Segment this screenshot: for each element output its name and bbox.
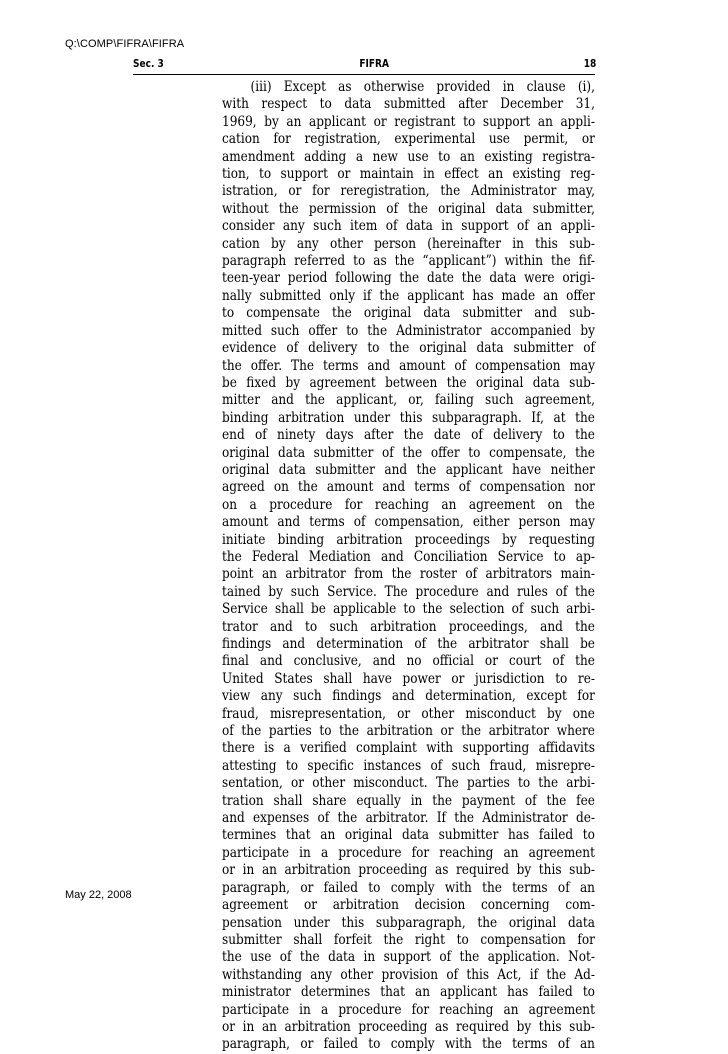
text-line: the use of the data in support of the application. Not- — [222, 949, 595, 966]
text-line: with respect to data submitted after December 31, — [222, 96, 595, 113]
text-line: Service shall be applicable to the selection of such arbi- — [222, 601, 595, 618]
text-line: the offer. The terms and amount of compensation may — [222, 357, 595, 374]
text-line: 1969, by an applicant or registrant to support an appli- — [222, 113, 595, 130]
text-line: the Federal Mediation and Conciliation Service to ap- — [222, 548, 595, 565]
footer-date: May 22, 2008 — [65, 889, 132, 901]
text-line: binding arbitration under this subparagraph. If, at the — [222, 409, 595, 426]
body-text — [222, 79, 595, 1054]
text-line: of the parties to the arbitration or the arbitrator where — [222, 723, 595, 740]
text-line: tration shall share equally in the payment of the fee — [222, 792, 595, 809]
text-line: amount and terms of compensation, either person may — [222, 514, 595, 531]
text-line: trator and to such arbitration proceedings, and the — [222, 618, 595, 635]
text-line: amendment adding a new use to an existing registra- — [222, 148, 595, 165]
section-label: Sec. 3 — [133, 57, 164, 70]
text-line: teen-year period following the date the data were origi- — [222, 270, 595, 287]
text-line: paragraph referred to as the “applicant”) within the fif- — [222, 253, 595, 270]
header-rule — [133, 74, 595, 75]
text-line: submitter shall forfeit the right to compensation for — [222, 931, 595, 948]
text-line: pensation under this subparagraph, the original data — [222, 914, 595, 931]
text-line: be fixed by agreement between the original data sub- — [222, 374, 595, 391]
text-line: mitted such offer to the Administrator accompanied by — [222, 322, 595, 339]
text-line: sentation, or other misconduct. The parties to the arbi- — [222, 775, 595, 792]
text-line: or in an arbitration proceeding as required by this sub- — [222, 862, 595, 879]
text-line: ministrator determines that an applicant has failed to — [222, 984, 595, 1001]
text-line: consider any such item of data in support of an appli- — [222, 218, 595, 235]
text-line: to compensate the original data submitter and sub- — [222, 305, 595, 322]
text-line: United States shall have power or jurisdiction to re- — [222, 670, 595, 687]
text-line: without the permission of the original data submitter, — [222, 200, 595, 217]
text-line: findings and determination of the arbitrator shall be — [222, 636, 595, 652]
text-line: there is a verified complaint with supporting affidavits — [222, 740, 595, 757]
text-line: cation for registration, experimental use permit, or — [222, 131, 595, 148]
text-line: on a procedure for reaching an agreement on the — [222, 496, 595, 513]
text-line: original data submitter of the offer to compensate, the — [222, 444, 595, 461]
text-line: participate in a procedure for reaching an agreement — [222, 844, 595, 861]
file-path: Q:\COMP\FIFRA\FIFRA — [65, 38, 185, 50]
text-line: evidence of delivery to the original data submitter of — [222, 340, 595, 357]
text-line: and expenses of the arbitrator. If the Administrator de- — [222, 810, 595, 827]
text-line: end of ninety days after the date of delivery to the — [222, 427, 595, 444]
running-header — [133, 54, 597, 72]
text-line: istration, or for reregistration, the Administrator may, — [222, 183, 595, 200]
text-line: view any such findings and determination, except for — [222, 688, 595, 705]
text-line: (iii) Except as otherwise provided in clause (i), — [250, 79, 595, 95]
text-line: nally submitted only if the applicant has made an offer — [222, 287, 595, 304]
act-title: FIFRA — [359, 57, 389, 70]
text-line: paragraph, or failed to comply with the terms of an — [222, 879, 595, 896]
text-line: initiate binding arbitration proceedings by requesting — [222, 531, 595, 548]
text-line: paragraph, or failed to comply with the terms of an — [222, 1036, 595, 1053]
text-line: agreed on the amount and terms of compensation nor — [222, 479, 595, 496]
text-line: participate in a procedure for reaching an agreement — [222, 1001, 595, 1018]
text-line: agreement or arbitration decision concerning com- — [222, 897, 595, 914]
text-line: final and conclusive, and no official or court of the — [222, 653, 595, 670]
text-line: withstanding any other provision of this Act, if the Ad- — [222, 966, 595, 983]
text-line: mitter and the applicant, or, failing such agreement, — [222, 392, 595, 409]
text-line: tained by such Service. The procedure and rules of the — [222, 583, 595, 600]
page-number: 18 — [583, 57, 597, 70]
text-line: termines that an original data submitter has failed to — [222, 827, 595, 844]
text-line: original data submitter and the applicant have neither — [222, 461, 595, 478]
text-line: point an arbitrator from the roster of arbitrators main- — [222, 566, 595, 583]
text-line: fraud, misrepresentation, or other misconduct by one — [222, 705, 595, 722]
text-line: attesting to specific instances of such fraud, misrepre- — [222, 757, 595, 774]
text-line: or in an arbitration proceeding as required by this sub- — [222, 1018, 595, 1035]
text-line: cation by any other person (hereinafter in this sub- — [222, 235, 595, 252]
text-line: tion, to support or maintain in effect an existing reg- — [222, 166, 595, 183]
